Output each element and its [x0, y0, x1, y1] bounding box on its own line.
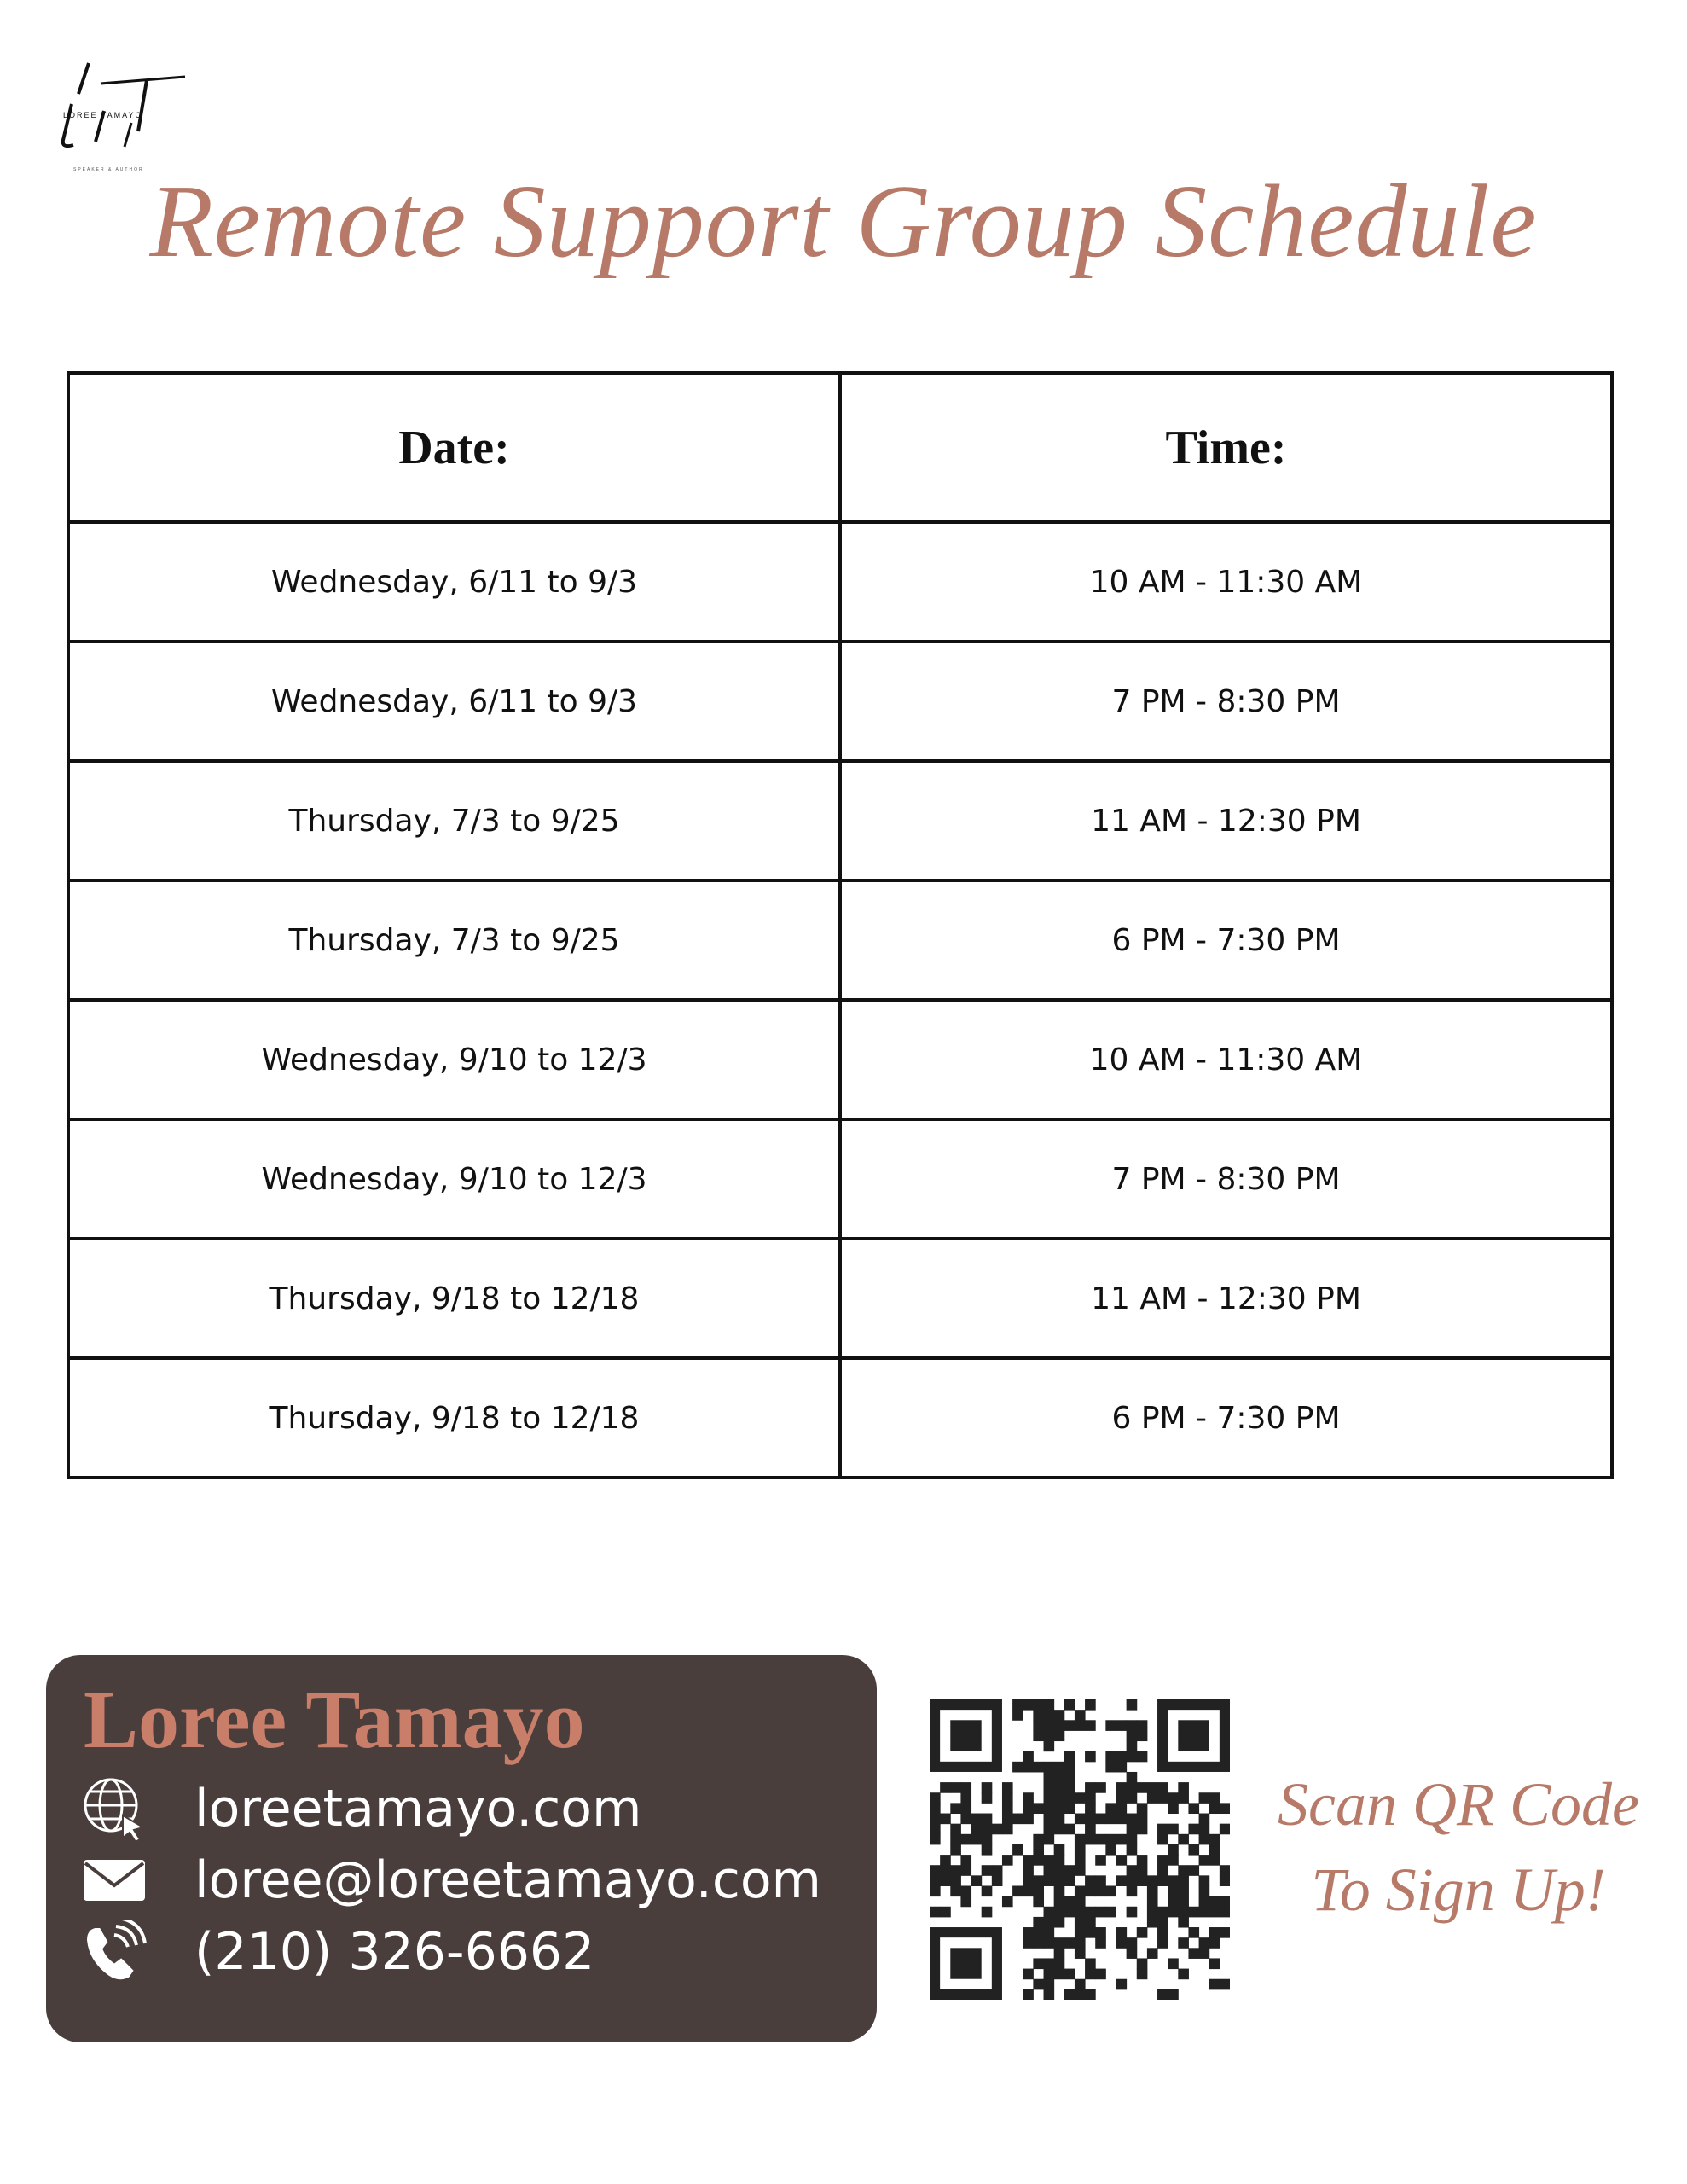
time-cell: 7 PM - 8:30 PM: [840, 1119, 1612, 1239]
time-cell: 11 AM - 12:30 PM: [840, 761, 1612, 880]
email-row[interactable]: [80, 1848, 821, 1913]
time-cell: 7 PM - 8:30 PM: [840, 642, 1612, 761]
email-icon: [80, 1848, 157, 1913]
qr-code[interactable]: [930, 1699, 1230, 2000]
phone-icon: [80, 1920, 157, 1984]
time-cell: 10 AM - 11:30 AM: [840, 1000, 1612, 1119]
date-cell: Thursday, 7/3 to 9/25: [68, 880, 840, 1000]
table-row: [68, 761, 1612, 880]
table-row: [68, 1239, 1612, 1358]
table-row: [68, 1358, 1612, 1478]
cta-line-2: To Sign Up!: [1311, 1856, 1606, 1924]
time-cell: 10 AM - 11:30 AM: [840, 522, 1612, 642]
logo-brand-text: LOREE TAMAYO: [63, 111, 143, 119]
phone-number[interactable]: (210) 326-6662: [194, 1922, 595, 1982]
cta-line-1: Scan QR Code: [1278, 1770, 1639, 1838]
email-link[interactable]: loree@loreetamayo.com: [194, 1850, 821, 1910]
table-row: [68, 1119, 1612, 1239]
date-cell: Wednesday, 9/10 to 12/3: [68, 1119, 840, 1239]
date-cell: Wednesday, 6/11 to 9/3: [68, 522, 840, 642]
page-title: Remote Support Group Schedule: [149, 164, 1538, 279]
date-header: Date:: [68, 373, 840, 522]
table-row: [68, 642, 1612, 761]
table-row: [68, 1000, 1612, 1119]
table-row: [68, 880, 1612, 1000]
date-cell: Thursday, 9/18 to 12/18: [68, 1239, 840, 1358]
website-link[interactable]: loreetamayo.com: [194, 1779, 642, 1838]
table-row: [68, 522, 1612, 642]
table-header-row: [68, 373, 1612, 522]
date-cell: Wednesday, 6/11 to 9/3: [68, 642, 840, 761]
globe-icon: [80, 1776, 157, 1841]
sign-up-callout: [1254, 1762, 1663, 1932]
contact-card: [46, 1655, 877, 2042]
logo-tagline: SPEAKER & AUTHOR: [73, 167, 144, 172]
date-cell: Thursday, 9/18 to 12/18: [68, 1358, 840, 1478]
date-cell: Thursday, 7/3 to 9/25: [68, 761, 840, 880]
time-cell: 11 AM - 12:30 PM: [840, 1239, 1612, 1358]
schedule-table: [67, 371, 1614, 1479]
website-row[interactable]: [80, 1776, 641, 1841]
date-cell: Wednesday, 9/10 to 12/3: [68, 1000, 840, 1119]
time-cell: 6 PM - 7:30 PM: [840, 880, 1612, 1000]
phone-row[interactable]: [80, 1920, 594, 1984]
time-header: Time:: [840, 373, 1612, 522]
time-cell: 6 PM - 7:30 PM: [840, 1358, 1612, 1478]
contact-name: Loree Tamayo: [84, 1674, 585, 1765]
